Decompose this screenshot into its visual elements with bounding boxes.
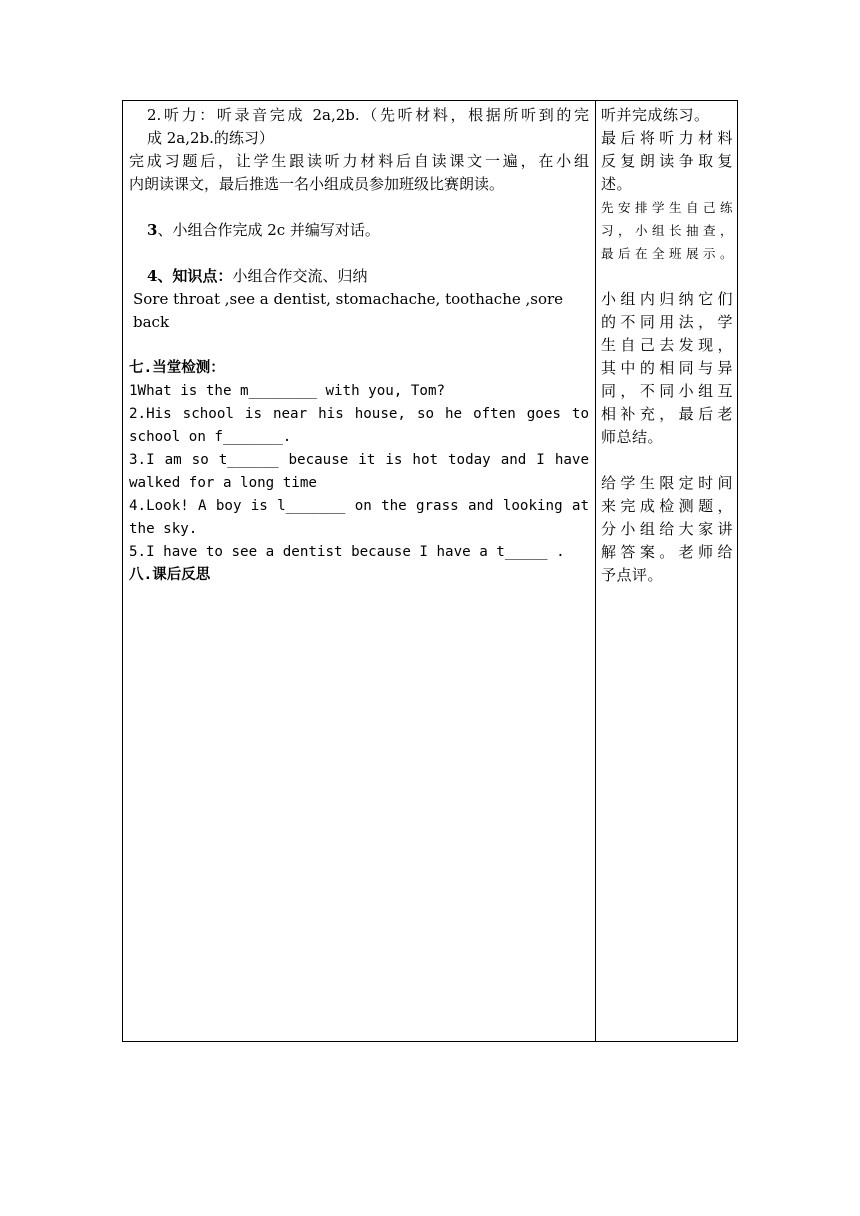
note-line: 予点评。 [601,566,664,584]
note-line: 反复朗读争取复 [601,152,733,170]
note-line: 相补充，最后老 [601,405,733,423]
note-line: 生自己去发现， [601,336,733,354]
spacer [129,196,589,219]
item-3 [129,219,589,242]
question-4-line-2: the sky. [129,521,198,537]
note-line: 的不同用法，学 [601,313,733,331]
teaching-notes-column [601,104,733,587]
note-line: 小组内归纳它们 [601,290,733,308]
note-line: 分小组给大家讲 [601,520,733,538]
item-3-number: 3 [147,221,158,239]
item-3-text: 、小组合作完成 2c 并编写对话。 [157,221,380,239]
listening-task-line-1: 2.听力：听录音完成 2a,2b.（先听材料，根据所听到的完 [147,106,589,124]
note-line: 听并完成练习。 [601,106,710,124]
note-line: 最后在全班展示。 [601,246,733,261]
note-line: 先安排学生自己练 [601,200,733,215]
note-line: 其中的相同与异 [601,359,733,377]
listening-task-line-2: 成 2a,2b.的练习） [147,129,274,147]
spacer [601,265,733,288]
note-line: 解答案。老师给 [601,543,733,561]
spacer [129,242,589,265]
question-1: 1What is the m________ with you, Tom? [129,383,446,399]
lesson-plan-table [122,100,738,1042]
follow-read-line-2: 内朗读课文，最后推选一名小组成员参加班级比赛朗读。 [129,175,505,193]
question-3-line-1: 3.I am so t______ because it is hot today and I have [129,452,589,468]
follow-read-line-1: 完成习题后，让学生跟读听力材料后自读课文一遍，在小组 [129,152,589,170]
note-line: 同，不同小组互 [601,382,733,400]
note-line: 给学生限定时间 [601,474,733,492]
question-2-line-1: 2.His school is near his house, so he often goes to [129,406,589,422]
question-3-line-2: walked for a long time [129,475,317,491]
question-4-line-1: 4.Look! A boy is l_______ on the grass and looking at [129,498,589,514]
note-line: 习，小组长抽查， [601,223,733,238]
item-4 [129,265,589,288]
reflection-title: 八.课后反思 [129,567,211,583]
note-line: 来完成检测题， [601,497,733,515]
class-test-section [129,357,589,587]
spacer [129,334,589,357]
teaching-content-column [129,104,589,587]
column-divider [595,101,596,1041]
note-line: 最后将听力材料 [601,129,733,147]
question-2-line-2: school on f_______. [129,429,292,445]
class-test-title: 七.当堂检测： [129,360,225,376]
item-4-label: 4、知识点： [147,267,233,285]
vocabulary-list: Sore throat ,see a dentist, stomachache, toothache ,sore back [133,290,564,331]
note-line: 师总结。 [601,428,664,446]
spacer [601,449,733,472]
item-4-text: 小组合作交流、归纳 [232,267,368,285]
question-5: 5.I have to see a dentist because I have a t_____ . [129,544,565,560]
note-line: 述。 [601,175,633,193]
practice-note [601,196,733,265]
